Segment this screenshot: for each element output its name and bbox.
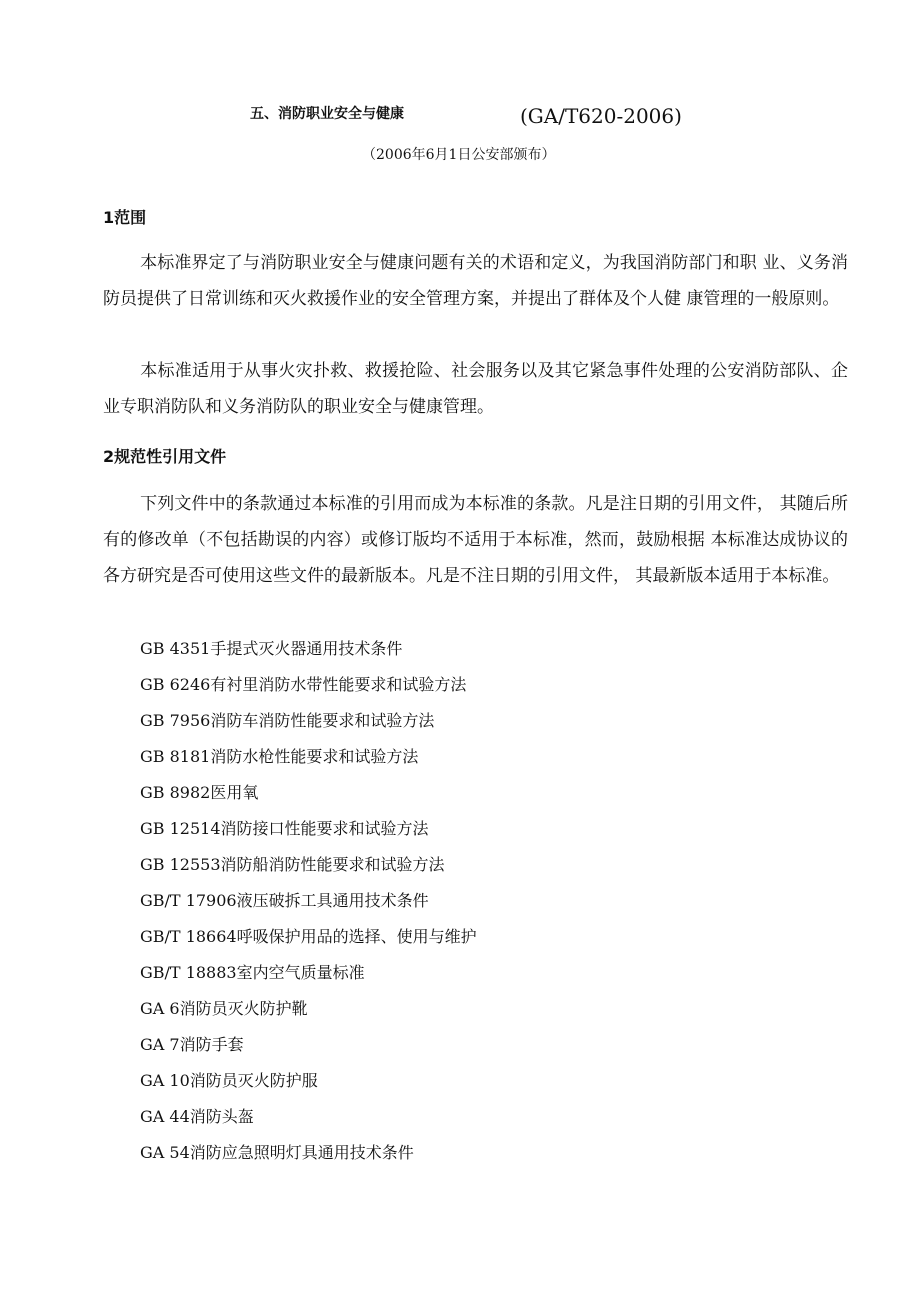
document-title: 五、消防职业安全与健康 [250, 106, 404, 122]
reference-item: GB/T 18664呼吸保护用品的选择、使用与维护 [140, 927, 477, 946]
scope-paragraph-2 [103, 353, 848, 425]
reference-item: GA 10消防员灭火防护服 [140, 1071, 318, 1090]
reference-item: GA 54消防应急照明灯具通用技术条件 [140, 1143, 414, 1162]
scope-paragraph-1 [103, 245, 848, 317]
reference-item: GB 6246有衬里消防水带性能要求和试验方法 [140, 675, 467, 694]
references-intro-paragraph [103, 486, 848, 594]
reference-item: GA 6消防员灭火防护靴 [140, 999, 308, 1018]
standard-code: (GA/T620-2006) [520, 104, 682, 128]
reference-item: GB 4351手提式灭火器通用技术条件 [140, 639, 403, 658]
scope-paragraph-2-text: 本标准适用于从事火灾扑救、救援抢险、社会服务以及其它紧急事件处理的公安消防部队、企业专职消防队和义务消防队的职业安全与健康管理。 [103, 361, 848, 417]
issue-date: （2006年6月1日公安部颁布） [362, 147, 556, 163]
reference-item: GB/T 17906液压破拆工具通用技术条件 [140, 891, 429, 910]
reference-item: GB 12514消防接口性能要求和试验方法 [140, 819, 429, 838]
section-heading-references: 2规范性引用文件 [103, 447, 227, 466]
reference-item: GB 12553消防船消防性能要求和试验方法 [140, 855, 445, 874]
reference-item: GB/T 18883室内空气质量标准 [140, 963, 365, 982]
reference-item: GB 8181消防水枪性能要求和试验方法 [140, 747, 419, 766]
reference-item: GA 44消防头盔 [140, 1107, 254, 1126]
reference-item: GB 8982医用氧 [140, 783, 259, 802]
reference-item: GB 7956消防车消防性能要求和试验方法 [140, 711, 435, 730]
references-intro-text: 下列文件中的条款通过本标准的引用而成为本标准的条款。凡是注日期的引用文件， 其随后所有的修改单（不包括勘误的内容）或修订版均不适用于本标准，然而，鼓励根据 本标准达成协议的各方研究是否可使用这些文件的最新版本。凡是不注日期的引用文件， 其最新版本适用于本标准。 [103, 494, 848, 586]
section-heading-scope: 1范围 [103, 208, 147, 227]
reference-item: GA 7消防手套 [140, 1035, 244, 1054]
scope-paragraph-1-text: 本标准界定了与消防职业安全与健康问题有关的术语和定义，为我国消防部门和职 业、义务消防员提供了日常训练和灭火救援作业的安全管理方案，并提出了群体及个人健 康管理的一般原则。 [103, 253, 848, 309]
